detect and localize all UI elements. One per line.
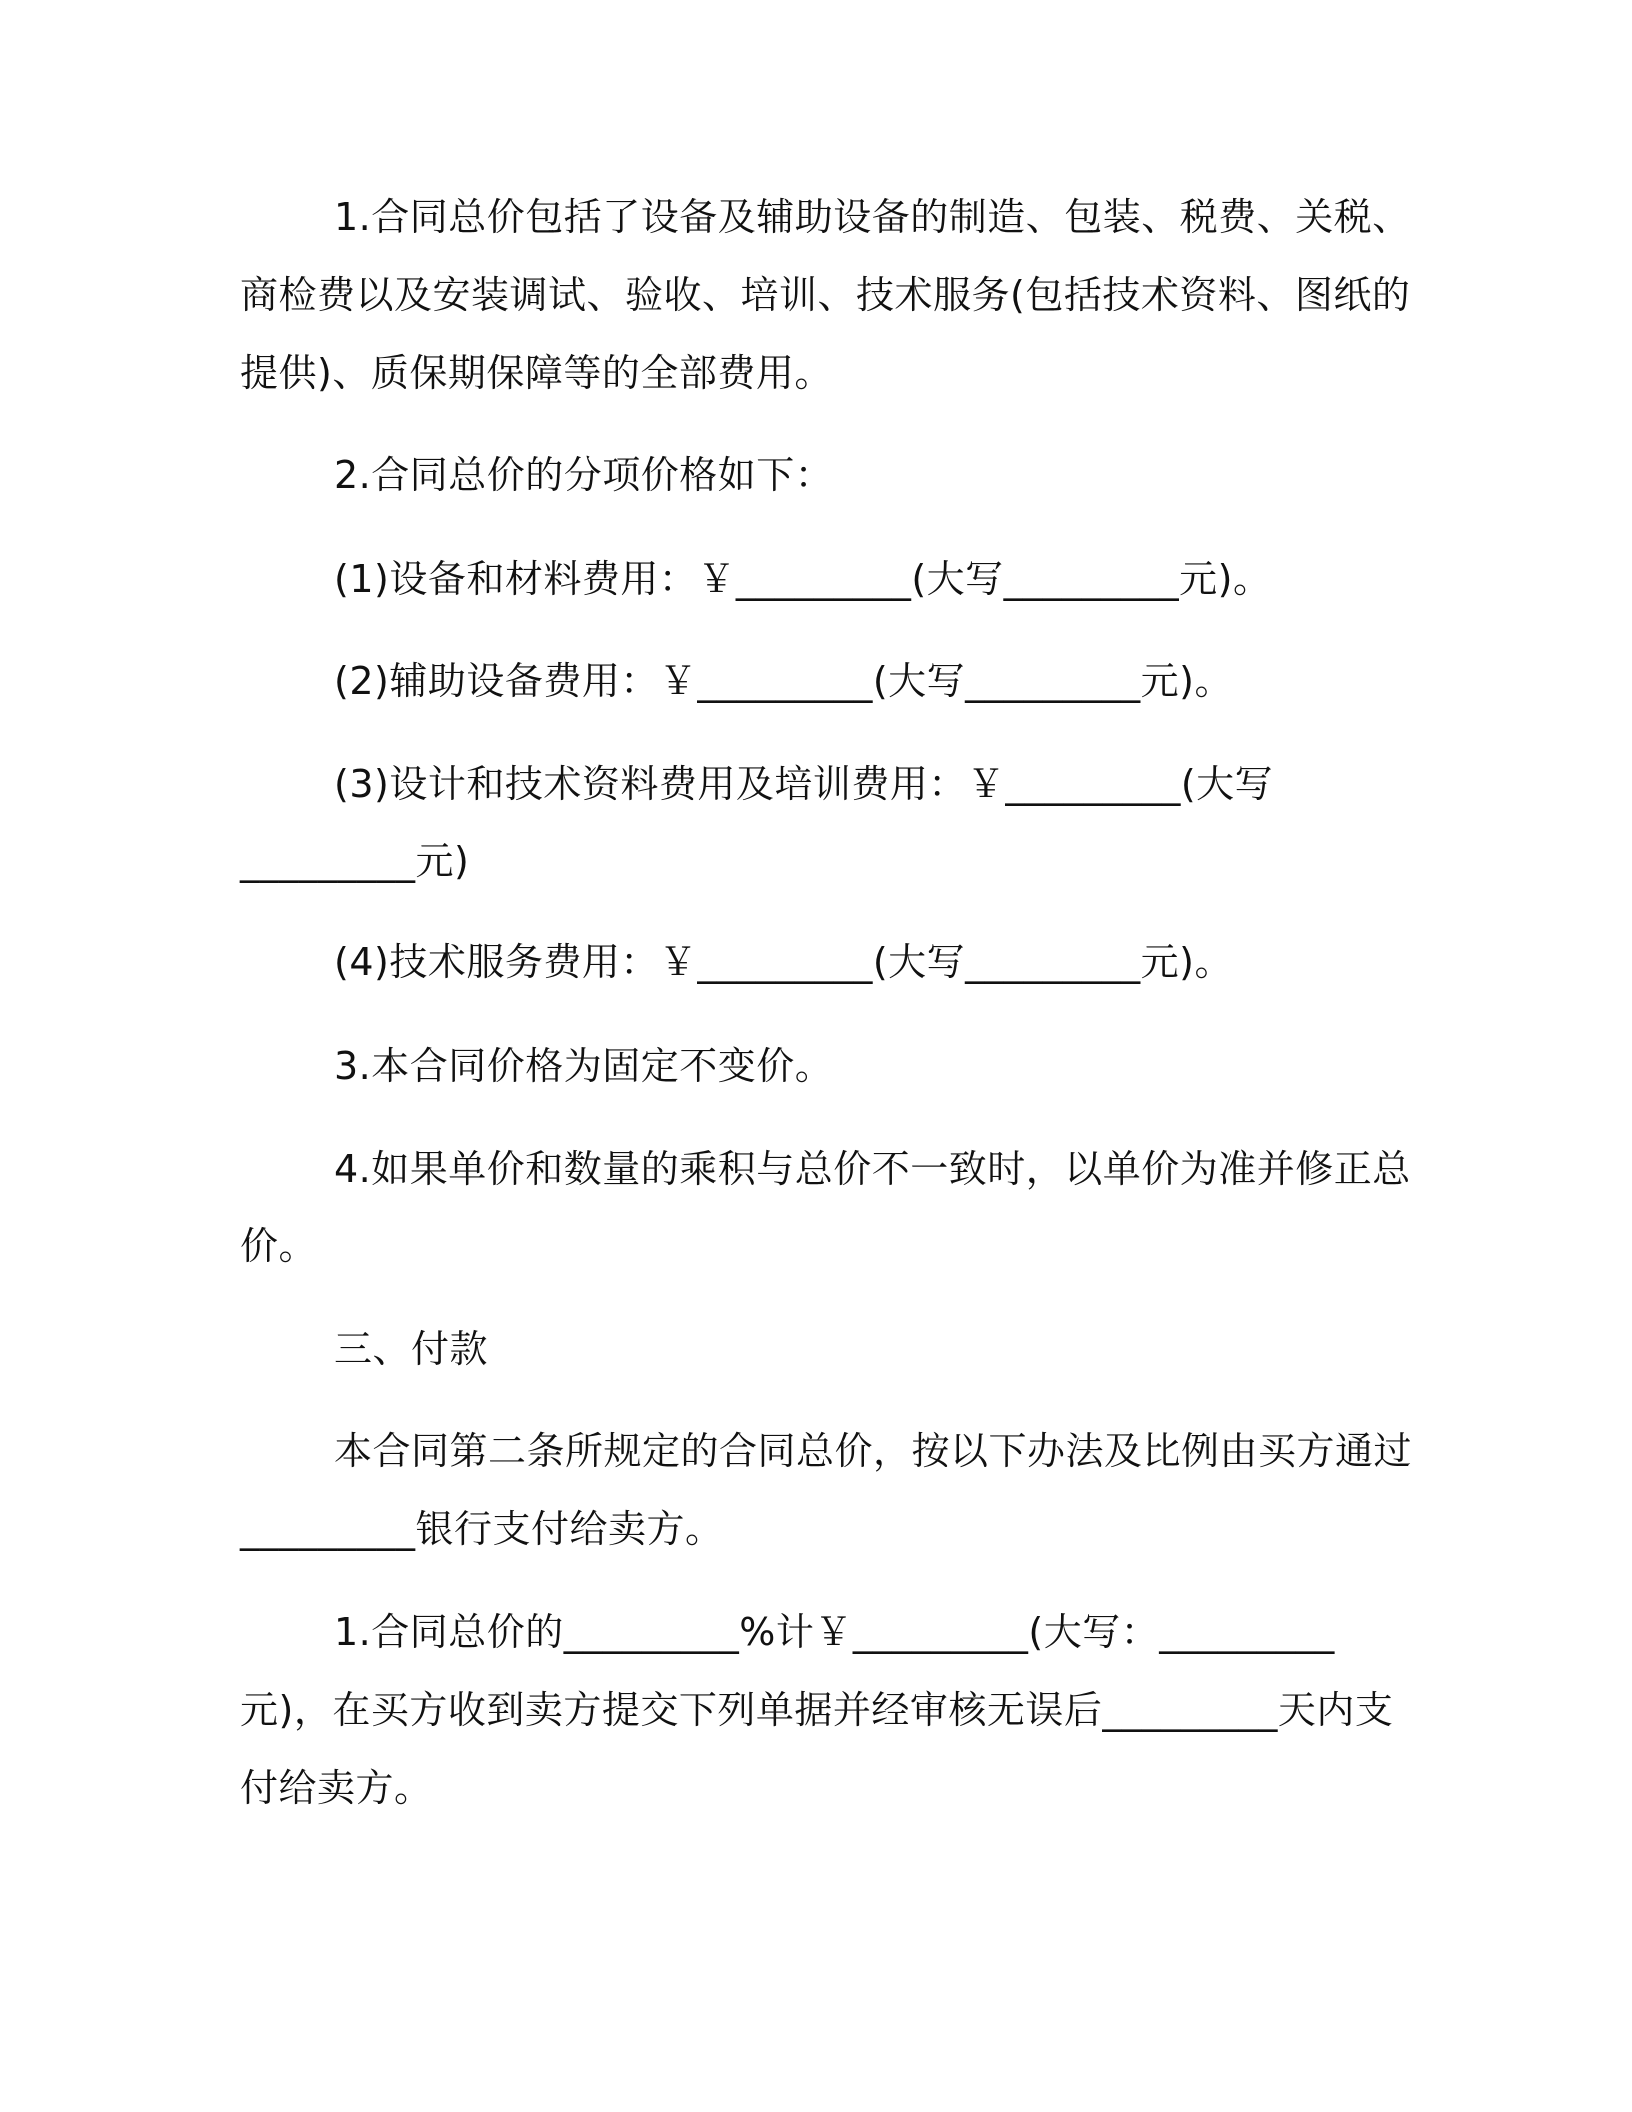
paragraph-5-line-1: (3)设计和技术资料费用及培训费用：￥_________(大写 xyxy=(334,762,1274,806)
paragraph-11-line-1: 1.合同总价的_________%计￥_________(大写：_________ xyxy=(334,1610,1335,1654)
paragraph-1-line-2: 商检费以及安装调试、验收、培训、技术服务(包括技术资料、图纸的 xyxy=(240,273,1411,317)
paragraph-3-line-1: (1)设备和材料费用：￥_________(大写_________元)。 xyxy=(334,557,1272,601)
section-heading-payment: 三、付款 xyxy=(334,1327,489,1371)
paragraph-10-line-2: _________银行支付给卖方。 xyxy=(240,1507,724,1551)
paragraph-7-line-1: 3.本合同价格为固定不变价。 xyxy=(334,1044,834,1088)
paragraph-1-line-3: 提供)、质保期保障等的全部费用。 xyxy=(240,351,833,395)
paragraph-6-line-1: (4)技术服务费用：￥_________(大写_________元)。 xyxy=(334,940,1233,984)
paragraph-1-line-1: 1.合同总价包括了设备及辅助设备的制造、包装、税费、关税、 xyxy=(334,195,1411,239)
paragraph-8-line-2: 价。 xyxy=(240,1224,318,1268)
paragraph-4-line-1: (2)辅助设备费用：￥_________(大写_________元)。 xyxy=(334,659,1233,703)
paragraph-10-line-1: 本合同第二条所规定的合同总价，按以下办法及比例由买方通过 xyxy=(334,1429,1413,1473)
paragraph-11-line-3: 付给卖方。 xyxy=(240,1766,433,1810)
paragraph-8-line-1: 4.如果单价和数量的乘积与总价不一致时，以单价为准并修正总 xyxy=(334,1147,1411,1191)
paragraph-2-line-1: 2.合同总价的分项价格如下： xyxy=(334,453,834,497)
paragraph-11-line-2: 元)，在买方收到卖方提交下列单据并经审核无误后_________天内支 xyxy=(240,1688,1394,1732)
paragraph-5-line-2: _________元) xyxy=(240,839,470,883)
